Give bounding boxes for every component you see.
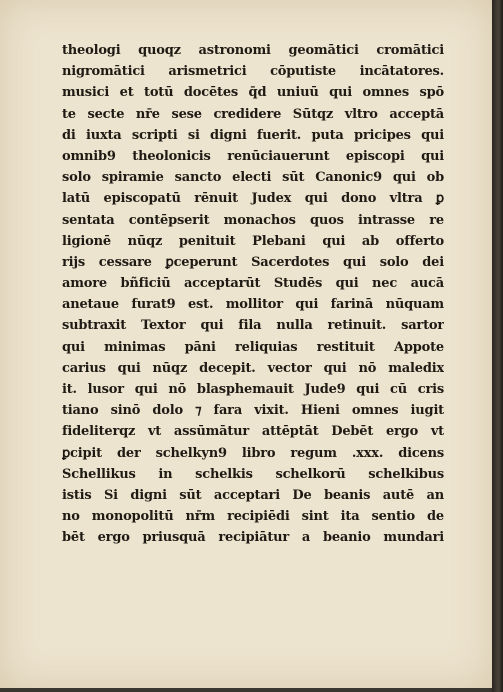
text-line: te secte nr̄e sese credidere Sūtqz vltro acceptā [62, 106, 444, 122]
text-line: latū episcopatū rēnuit Judex qui dono vltra ꝑ [62, 191, 444, 207]
text-line: ligionē nūqz penituit Plebani qui ab offerto [62, 233, 444, 249]
text-line: anetaue furat9 est. mollitor qui farinā nūquam [62, 297, 444, 313]
text-line: bēt ergo priusquā recipiātur a beanio mundari [62, 530, 444, 546]
book-edge [492, 0, 503, 692]
text-line: subtraxit Textor qui fila nulla retinuit. sartor [62, 318, 444, 334]
text-line: di iuxta scripti si digni fuerit. puta pricipes qui [62, 127, 444, 143]
text-line: Schellikus in schelkis schelkorū schelkibus [62, 466, 444, 482]
text-line: theologi quoqz astronomi geomātici cromātici [62, 43, 444, 58]
text-line: tiano sinō dolo ⁊ fara vixit. Hieni omnes iugit [62, 403, 444, 419]
text-line: nigromātici arismetrici cōputiste incātatores. [62, 64, 444, 80]
text-line: no monopolitū nr̄m recipiēdi sint ita sentio de [62, 509, 444, 525]
text-line: it. lusor qui nō blasphemauit Jude9 qui cū cris [62, 382, 444, 397]
text-line: musici et totū docētes q̄d uniuū qui omnes spō [62, 85, 444, 101]
text-line: fideliterqz vt assūmātur attēptāt Debēt ergo vt [62, 424, 444, 440]
text-block [62, 40, 444, 549]
text-line: rijs cessare ꝑceperunt Sacerdotes qui solo dei [62, 254, 444, 270]
text-line: carius qui nūqz decepit. vector qui nō maledix [62, 360, 444, 376]
text-line: ꝑcipit der schelkyn9 libro regum .xxx. dicens [62, 445, 444, 461]
text-line: qui minimas pāni reliquias restituit Appote [62, 339, 444, 355]
text-line: solo spiramie sancto electi sūt Canonic9 qui ob [62, 170, 444, 186]
text-line: istis Si digni sūt acceptari De beanis autē an [62, 487, 444, 503]
text-line: sentata contēpserit monachos quos intrasse re [62, 212, 444, 228]
text-line: amore bñficiū acceptarūt Studēs qui nec aucā [62, 276, 444, 292]
text-line: omnib9 theolonicis renūciauerunt episcopi qui [62, 148, 444, 164]
